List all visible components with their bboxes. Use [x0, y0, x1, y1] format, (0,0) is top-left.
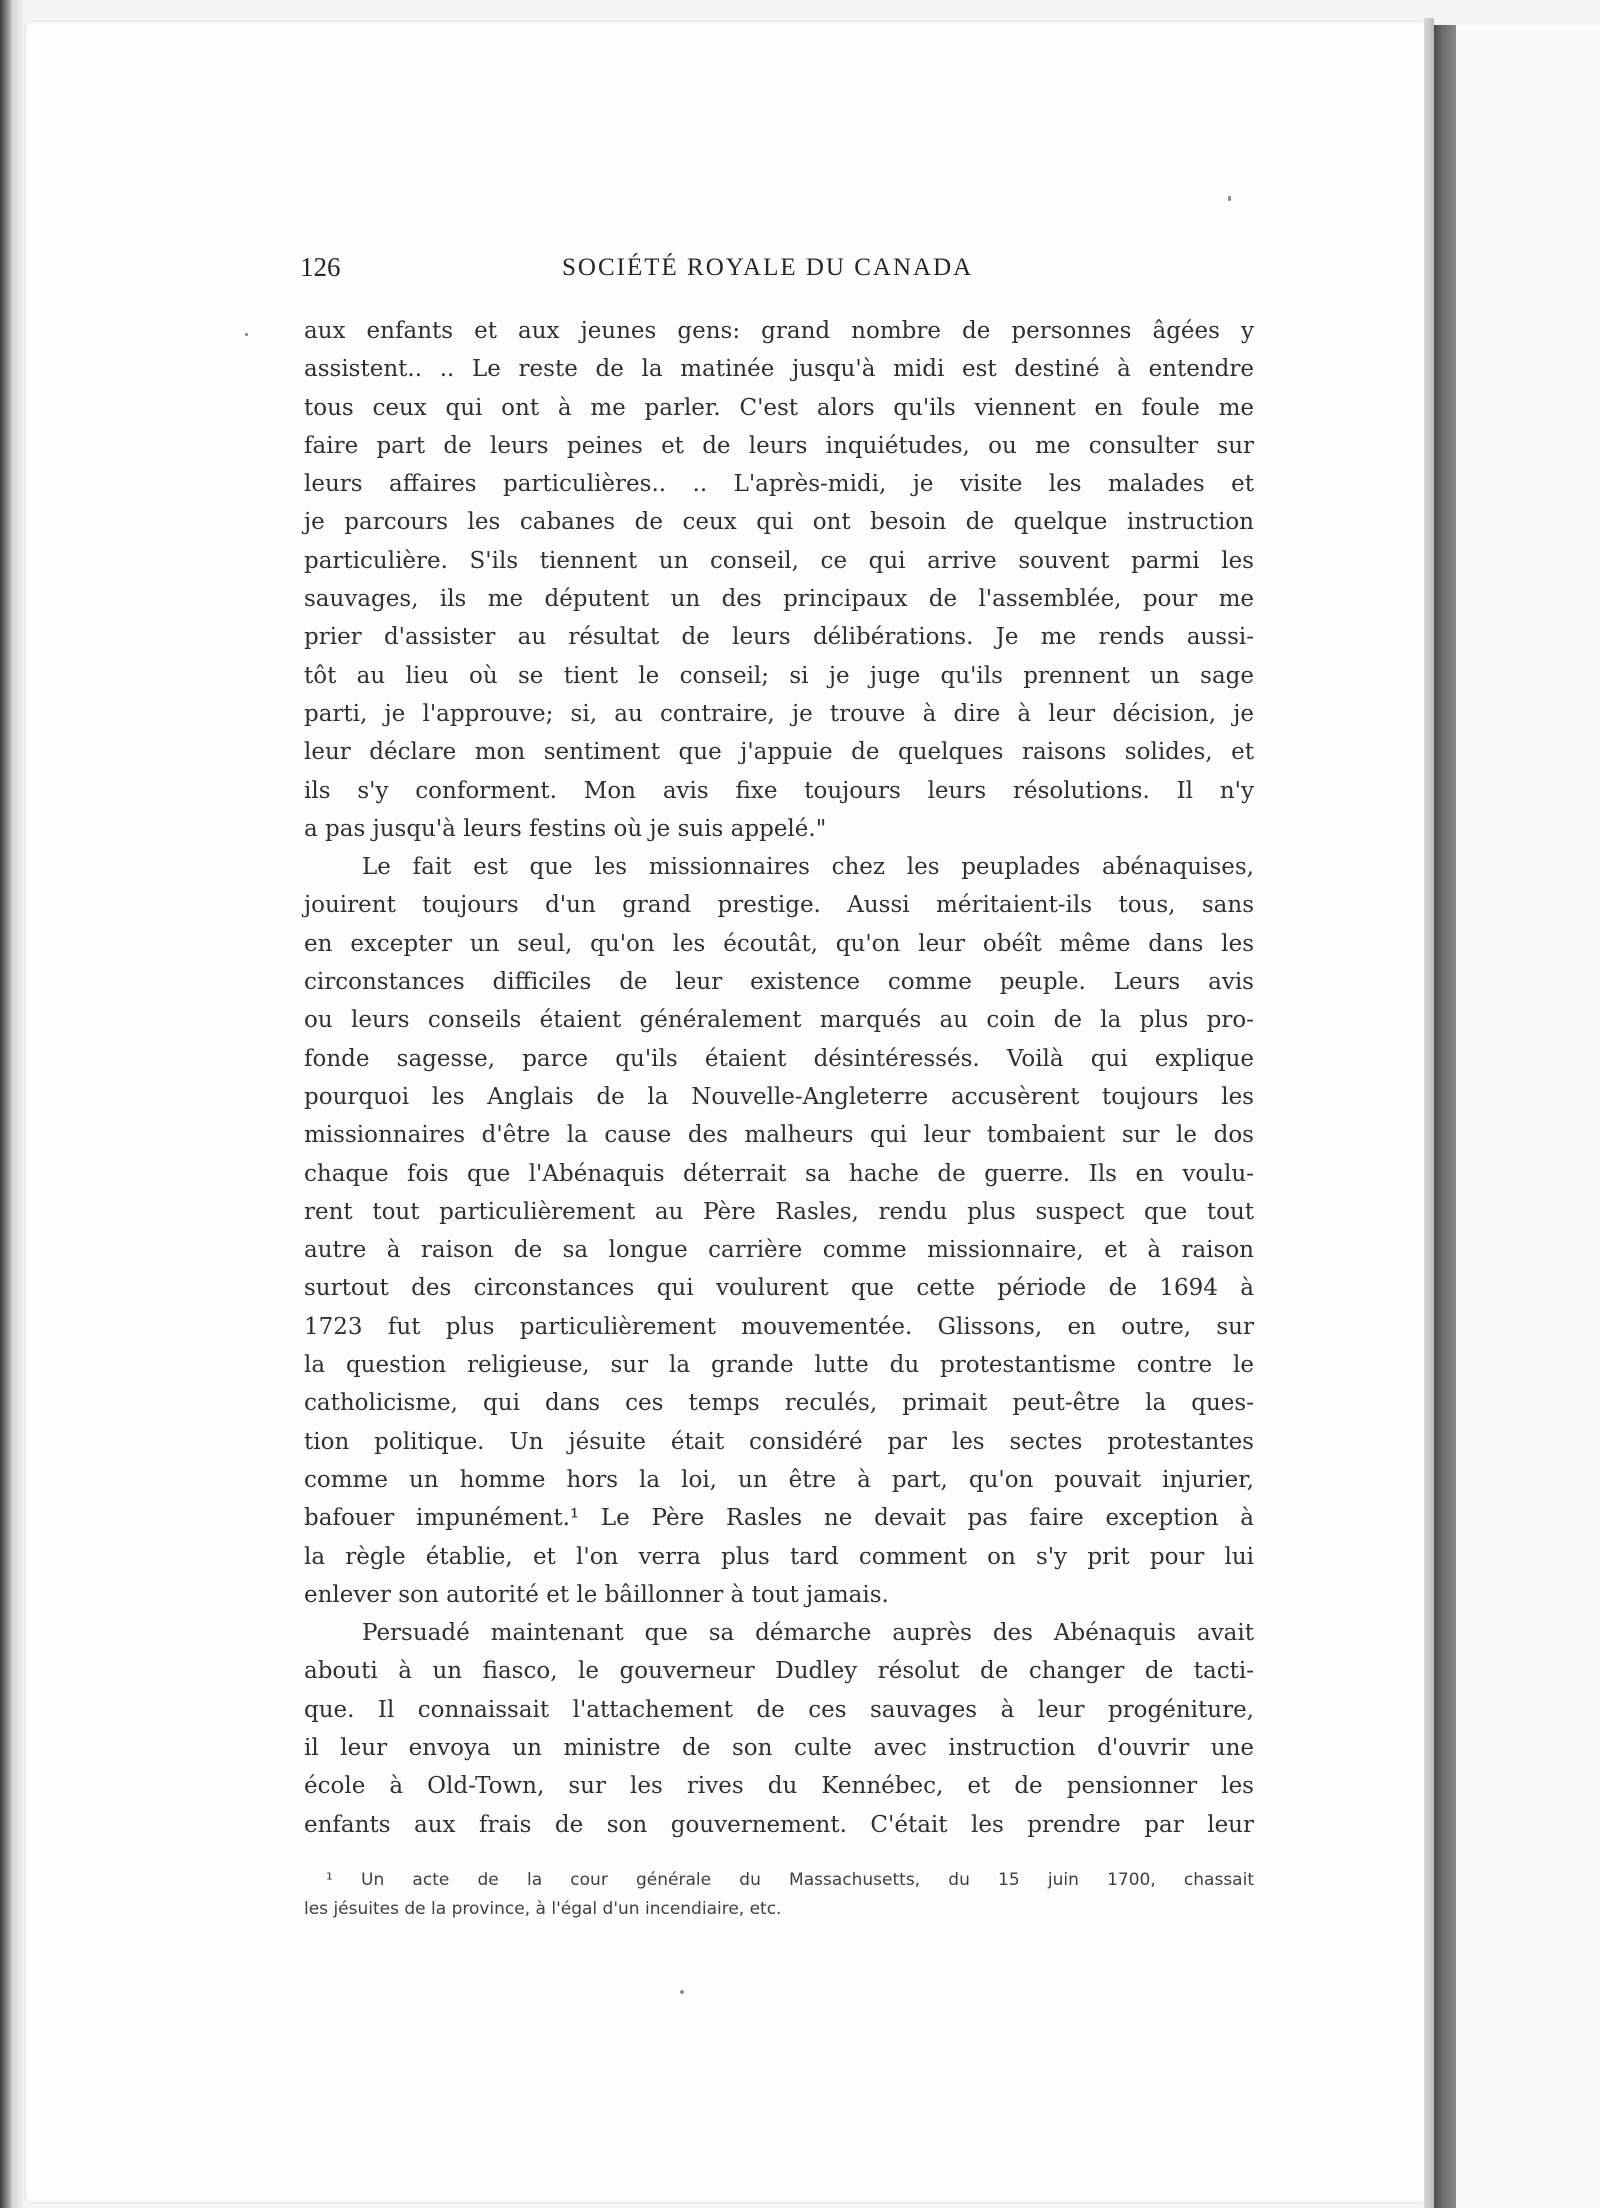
text-line: la règle établie, et l'on verra plus tard comment on s'y prit pour lui: [304, 1543, 1254, 1570]
text-line: bafouer impunément.¹ Le Père Rasles ne devait pas faire exception à: [304, 1505, 1254, 1532]
body-text: [304, 312, 1254, 1844]
text-line: école à Old-Town, sur les rives du Kennébec, et de pensionner les: [304, 1773, 1254, 1800]
text-line: jouirent toujours d'un grand prestige. Aussi méritaient-ils tous, sans: [304, 892, 1254, 919]
footnote-line: ¹ Un acte de la cour générale du Massachusetts, du 15 juin 1700, chassait: [326, 1870, 1254, 1890]
text-line: comme un homme hors la loi, un être à part, qu'on pouvait injurier,: [304, 1466, 1254, 1493]
text-line: enfants aux frais de son gouvernement. C'était les prendre par leur: [304, 1811, 1254, 1838]
text-line: circonstances difficiles de leur existence comme peuple. Leurs avis: [304, 969, 1254, 996]
text-line: chaque fois que l'Abénaquis déterrait sa hache de guerre. Ils en voulu-: [304, 1160, 1254, 1187]
text-line: en excepter un seul, qu'on les écoutât, qu'on leur obéît même dans les: [304, 930, 1254, 957]
text-line: tion politique. Un jésuite était considéré par les sectes protestantes: [304, 1428, 1254, 1455]
facing-page-edge: [1456, 25, 1600, 2208]
text-line: je parcours les cabanes de ceux qui ont besoin de quelque instruction: [304, 509, 1254, 536]
text-line: fonde sagesse, parce qu'ils étaient désintéressés. Voilà qui explique: [304, 1045, 1254, 1072]
text-line: 1723 fut plus particulièrement mouvementée. Glissons, en outre, sur: [304, 1313, 1254, 1340]
text-line: leurs affaires particulières.. .. L'après-midi, je visite les malades et: [304, 471, 1254, 498]
text-line: enlever son autorité et le bâillonner à tout jamais.: [304, 1581, 889, 1608]
text-line: assistent.. .. Le reste de la matinée jusqu'à midi est destiné à entendre: [304, 356, 1254, 383]
text-line: catholicisme, qui dans ces temps reculés, primait peut-être la ques-: [304, 1390, 1254, 1417]
scan-left-shadow: [14, 0, 24, 2208]
text-line: particulière. S'ils tiennent un conseil, ce qui arrive souvent parmi les: [304, 547, 1254, 574]
footnote: [304, 1866, 1254, 1924]
running-title: SOCIÉTÉ ROYALE DU CANADA: [562, 254, 974, 281]
text-line: pourquoi les Anglais de la Nouvelle-Angleterre accusèrent toujours les: [304, 1083, 1254, 1110]
text-line: rent tout particulièrement au Père Rasles, rendu plus suspect que tout: [304, 1198, 1254, 1225]
text-line: sauvages, ils me députent un des principaux de l'assemblée, pour me: [304, 586, 1254, 613]
text-line: a pas jusqu'à leurs festins où je suis appelé.": [304, 815, 827, 842]
text-line: ou leurs conseils étaient généralement marqués au coin de la plus pro-: [304, 1007, 1254, 1034]
text-line: ils s'y conforment. Mon avis fixe toujours leurs résolutions. Il n'y: [304, 777, 1254, 804]
page-number: 126: [300, 252, 341, 282]
text-line: autre à raison de sa longue carrière comme missionnaire, et à raison: [304, 1237, 1254, 1264]
text-line: il leur envoya un ministre de son culte avec instruction d'ouvrir une: [304, 1734, 1254, 1761]
text-line: prier d'assister au résultat de leurs délibérations. Je me rends aussi-: [304, 624, 1254, 651]
book-gutter-shadow: [1434, 25, 1456, 2208]
text-line: abouti à un fiasco, le gouverneur Dudley résolut de changer de tacti-: [304, 1658, 1254, 1685]
scan-speck: [680, 1990, 684, 1994]
text-line: parti, je l'approuve; si, au contraire, je trouve à dire à leur décision, je: [304, 700, 1254, 727]
text-line: tôt au lieu où se tient le conseil; si je juge qu'ils prennent un sage: [304, 662, 1254, 689]
scan-speck: [1228, 196, 1231, 201]
text-line: faire part de leurs peines et de leurs inquiétudes, ou me consulter sur: [304, 432, 1254, 459]
text-line: surtout des circonstances qui voulurent que cette période de 1694 à: [304, 1275, 1254, 1302]
text-line: Le fait est que les missionnaires chez les peuplades abénaquises,: [362, 854, 1254, 881]
text-line: Persuadé maintenant que sa démarche auprès des Abénaquis avait: [362, 1620, 1254, 1647]
page-right-edge: [1424, 18, 1434, 2208]
scan-left-edge: [0, 0, 14, 2208]
text-line: que. Il connaissait l'attachement de ces sauvages à leur progéniture,: [304, 1696, 1254, 1723]
text-line: la question religieuse, sur la grande lutte du protestantisme contre le: [304, 1352, 1254, 1379]
footnote-line: les jésuites de la province, à l'égal d'un incendiaire, etc.: [304, 1899, 782, 1919]
text-line: leur déclare mon sentiment que j'appuie de quelques raisons solides, et: [304, 739, 1254, 766]
scan-speck: [245, 333, 248, 336]
running-header: [300, 252, 1260, 286]
text-line: aux enfants et aux jeunes gens: grand nombre de personnes âgées y: [304, 318, 1254, 344]
text-line: missionnaires d'être la cause des malheurs qui leur tombaient sur le dos: [304, 1122, 1254, 1149]
text-line: tous ceux qui ont à me parler. C'est alors qu'ils viennent en foule me: [304, 394, 1254, 421]
